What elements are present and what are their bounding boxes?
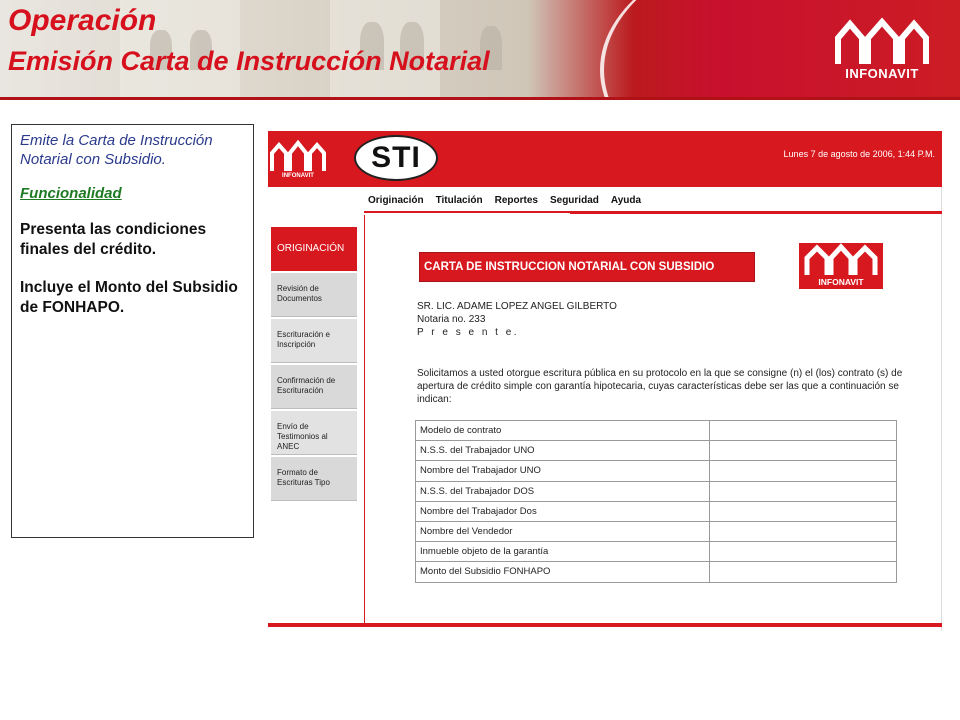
sidenav-item-envio[interactable]: Envío de Testimonios al ANEC xyxy=(271,411,357,455)
sidenav-header[interactable]: ORIGINACIÓN xyxy=(271,227,357,271)
table-row xyxy=(416,481,897,501)
menu-item-reportes[interactable]: Reportes xyxy=(494,195,538,206)
table-row xyxy=(416,542,897,562)
infonavit-houses-icon xyxy=(832,14,932,66)
field-value xyxy=(710,441,897,461)
page-subtitle: Emisión Carta de Instrucción Notarial xyxy=(8,46,490,76)
logo-text: INFONAVIT xyxy=(845,66,919,81)
menu-item-titulacion[interactable]: Titulación xyxy=(435,195,483,206)
app-bottom-bar xyxy=(268,623,942,627)
sidenav-item-revision[interactable]: Revisión de Documentos xyxy=(271,273,357,317)
sidenav-item-escrituracion[interactable]: Escrituración e Inscripción xyxy=(271,319,357,363)
app-menu xyxy=(368,195,641,206)
document-paragraph: Solicitamos a usted otorgue escritura pública en su protocolo en la que se consigne (n) el (los) contrato (s) de apertura de crédito simple con garantía hipotecaria, cuyas características debe ser las que a continuación se indican: xyxy=(417,368,903,405)
description-paragraph: Presenta las condiciones finales del crédito. xyxy=(20,221,207,258)
field-value xyxy=(710,562,897,582)
description-box xyxy=(11,124,254,538)
description-paragraph: Incluye el Monto del Subsidio de FONHAPO. xyxy=(20,279,238,316)
app-date: Lunes 7 de agosto de 2006, 1:44 P.M. xyxy=(783,149,935,159)
field-label: Modelo de contrato xyxy=(416,421,710,441)
menu-divider xyxy=(570,213,942,214)
field-value xyxy=(710,501,897,521)
description-intro: Emite la Carta de Instrucción Notarial con Subsidio. xyxy=(20,132,213,168)
banner-bottom-bar xyxy=(0,97,960,100)
content-divider xyxy=(364,215,365,625)
table-row xyxy=(416,521,897,541)
document-addressee-block xyxy=(417,300,617,339)
field-value xyxy=(710,521,897,541)
notary-number: Notaria no. 233 xyxy=(417,314,486,325)
table-row xyxy=(416,421,897,441)
menu-item-originacion[interactable]: Originación xyxy=(368,195,424,206)
field-label: N.S.S. del Trabajador DOS xyxy=(416,481,710,501)
page-title: Operación xyxy=(8,4,157,37)
infonavit-houses-icon xyxy=(799,243,883,277)
sidenav-item-formato[interactable]: Formato de Escrituras Tipo xyxy=(271,457,357,501)
sti-app-window xyxy=(268,131,942,631)
field-value xyxy=(710,542,897,562)
document-infonavit-logo xyxy=(799,243,883,289)
infonavit-logo xyxy=(832,14,932,84)
sti-badge: STI xyxy=(354,135,438,181)
document-logo-text: INFONAVIT xyxy=(818,277,864,287)
app-sidenav xyxy=(271,227,357,501)
addressee-name: SR. LIC. ADAME LOPEZ ANGEL GILBERTO xyxy=(417,301,617,312)
field-value xyxy=(710,461,897,481)
section-label: Funcionalidad xyxy=(20,185,122,202)
document-title: CARTA DE INSTRUCCION NOTARIAL CON SUBSIDIO xyxy=(419,252,755,282)
app-logo-text: INFONAVIT xyxy=(282,173,314,179)
field-label: Nombre del Trabajador Dos xyxy=(416,501,710,521)
field-label: N.S.S. del Trabajador UNO xyxy=(416,441,710,461)
field-value xyxy=(710,481,897,501)
field-label: Nombre del Trabajador UNO xyxy=(416,461,710,481)
table-row xyxy=(416,562,897,582)
sidenav-item-confirmacion[interactable]: Confirmación de Escrituración xyxy=(271,365,357,409)
field-label: Inmueble objeto de la garantía xyxy=(416,542,710,562)
table-row xyxy=(416,461,897,481)
app-infonavit-logo xyxy=(268,137,328,185)
greeting: P r e s e n t e. xyxy=(417,327,520,338)
table-row xyxy=(416,441,897,461)
field-value xyxy=(710,421,897,441)
contract-fields-table xyxy=(415,420,897,583)
menu-item-seguridad[interactable]: Seguridad xyxy=(549,195,599,206)
menu-item-ayuda[interactable]: Ayuda xyxy=(610,195,642,206)
field-label: Monto del Subsidio FONHAPO xyxy=(416,562,710,582)
field-label: Nombre del Vendedor xyxy=(416,521,710,541)
infonavit-houses-icon xyxy=(268,137,328,173)
table-row xyxy=(416,501,897,521)
